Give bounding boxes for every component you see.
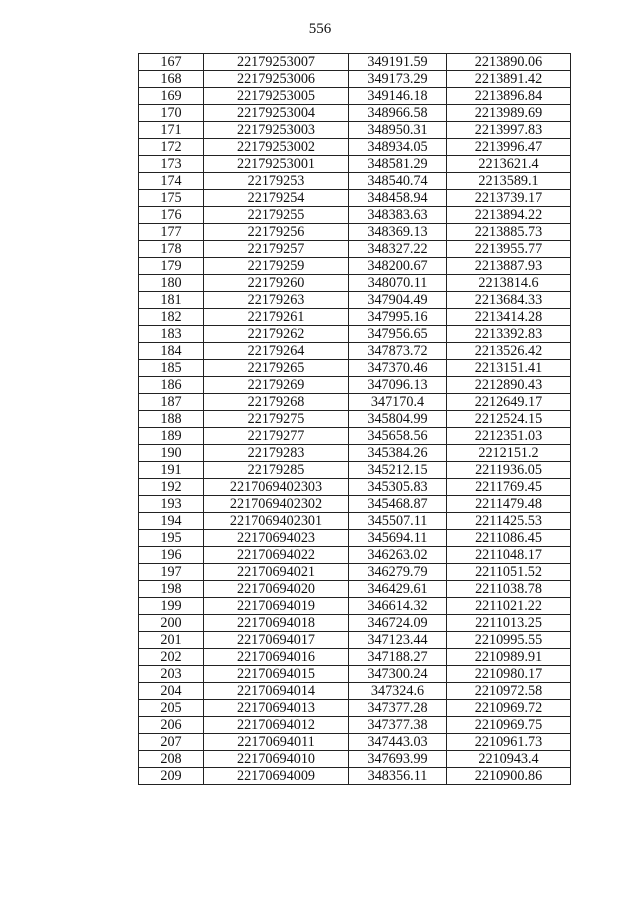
row-number-cell: 167 xyxy=(139,54,204,71)
row-number-cell: 175 xyxy=(139,190,204,207)
table-row xyxy=(139,479,571,496)
y-coordinate-cell: 2212890.43 xyxy=(447,377,571,394)
point-id-cell: 22170694020 xyxy=(204,581,349,598)
x-coordinate-cell: 346263.02 xyxy=(349,547,447,564)
y-coordinate-cell: 2211425.53 xyxy=(447,513,571,530)
point-id-cell: 22179253 xyxy=(204,173,349,190)
y-coordinate-cell: 2213997.83 xyxy=(447,122,571,139)
table-row xyxy=(139,649,571,666)
x-coordinate-cell: 347370.46 xyxy=(349,360,447,377)
point-id-cell: 22179253003 xyxy=(204,122,349,139)
table-row xyxy=(139,564,571,581)
y-coordinate-cell: 2211021.22 xyxy=(447,598,571,615)
x-coordinate-cell: 348934.05 xyxy=(349,139,447,156)
table-row xyxy=(139,309,571,326)
row-number-cell: 195 xyxy=(139,530,204,547)
table-row xyxy=(139,717,571,734)
point-id-cell: 22170694023 xyxy=(204,530,349,547)
row-number-cell: 209 xyxy=(139,768,204,785)
x-coordinate-cell: 348458.94 xyxy=(349,190,447,207)
y-coordinate-cell: 2213894.22 xyxy=(447,207,571,224)
point-id-cell: 22170694018 xyxy=(204,615,349,632)
point-id-cell: 22170694010 xyxy=(204,751,349,768)
row-number-cell: 197 xyxy=(139,564,204,581)
point-id-cell: 22170694015 xyxy=(204,666,349,683)
y-coordinate-cell: 2213814.6 xyxy=(447,275,571,292)
table-row xyxy=(139,411,571,428)
table-row xyxy=(139,207,571,224)
row-number-cell: 204 xyxy=(139,683,204,700)
table-row xyxy=(139,683,571,700)
row-number-cell: 177 xyxy=(139,224,204,241)
table-row xyxy=(139,496,571,513)
point-id-cell: 22170694017 xyxy=(204,632,349,649)
table-row xyxy=(139,173,571,190)
row-number-cell: 182 xyxy=(139,309,204,326)
row-number-cell: 206 xyxy=(139,717,204,734)
x-coordinate-cell: 347170.4 xyxy=(349,394,447,411)
y-coordinate-cell: 2211086.45 xyxy=(447,530,571,547)
x-coordinate-cell: 347324.6 xyxy=(349,683,447,700)
row-number-cell: 208 xyxy=(139,751,204,768)
point-id-cell: 22170694021 xyxy=(204,564,349,581)
point-id-cell: 22179261 xyxy=(204,309,349,326)
table-row xyxy=(139,292,571,309)
point-id-cell: 22170694016 xyxy=(204,649,349,666)
row-number-cell: 168 xyxy=(139,71,204,88)
point-id-cell: 22179253006 xyxy=(204,71,349,88)
table-row xyxy=(139,666,571,683)
x-coordinate-cell: 348327.22 xyxy=(349,241,447,258)
point-id-cell: 22179253001 xyxy=(204,156,349,173)
x-coordinate-cell: 346724.09 xyxy=(349,615,447,632)
table-row xyxy=(139,343,571,360)
row-number-cell: 171 xyxy=(139,122,204,139)
y-coordinate-cell: 2211038.78 xyxy=(447,581,571,598)
row-number-cell: 200 xyxy=(139,615,204,632)
x-coordinate-cell: 348383.63 xyxy=(349,207,447,224)
point-id-cell: 22179253005 xyxy=(204,88,349,105)
point-id-cell: 22170694013 xyxy=(204,700,349,717)
point-id-cell: 22179260 xyxy=(204,275,349,292)
row-number-cell: 202 xyxy=(139,649,204,666)
row-number-cell: 170 xyxy=(139,105,204,122)
table-row xyxy=(139,445,571,462)
y-coordinate-cell: 2211048.17 xyxy=(447,547,571,564)
row-number-cell: 190 xyxy=(139,445,204,462)
x-coordinate-cell: 348200.67 xyxy=(349,258,447,275)
row-number-cell: 186 xyxy=(139,377,204,394)
table-row xyxy=(139,71,571,88)
x-coordinate-cell: 347443.03 xyxy=(349,734,447,751)
y-coordinate-cell: 2213989.69 xyxy=(447,105,571,122)
table-row xyxy=(139,632,571,649)
x-coordinate-cell: 347123.44 xyxy=(349,632,447,649)
y-coordinate-cell: 2212351.03 xyxy=(447,428,571,445)
point-id-cell: 22179285 xyxy=(204,462,349,479)
y-coordinate-cell: 2210943.4 xyxy=(447,751,571,768)
x-coordinate-cell: 348966.58 xyxy=(349,105,447,122)
table-row xyxy=(139,394,571,411)
y-coordinate-cell: 2213896.84 xyxy=(447,88,571,105)
point-id-cell: 22179275 xyxy=(204,411,349,428)
point-id-cell: 22179283 xyxy=(204,445,349,462)
coordinates-table xyxy=(138,53,571,785)
row-number-cell: 183 xyxy=(139,326,204,343)
x-coordinate-cell: 345507.11 xyxy=(349,513,447,530)
y-coordinate-cell: 2210961.73 xyxy=(447,734,571,751)
table-row xyxy=(139,224,571,241)
table-row xyxy=(139,241,571,258)
table-row xyxy=(139,581,571,598)
row-number-cell: 191 xyxy=(139,462,204,479)
point-id-cell: 22179256 xyxy=(204,224,349,241)
table-row xyxy=(139,513,571,530)
table-row xyxy=(139,462,571,479)
point-id-cell: 22179259 xyxy=(204,258,349,275)
x-coordinate-cell: 347904.49 xyxy=(349,292,447,309)
row-number-cell: 189 xyxy=(139,428,204,445)
y-coordinate-cell: 2213414.28 xyxy=(447,309,571,326)
row-number-cell: 207 xyxy=(139,734,204,751)
point-id-cell: 22179264 xyxy=(204,343,349,360)
table-row xyxy=(139,428,571,445)
point-id-cell: 22179253007 xyxy=(204,54,349,71)
x-coordinate-cell: 346614.32 xyxy=(349,598,447,615)
y-coordinate-cell: 2213526.42 xyxy=(447,343,571,360)
y-coordinate-cell: 2212649.17 xyxy=(447,394,571,411)
row-number-cell: 188 xyxy=(139,411,204,428)
y-coordinate-cell: 2211051.52 xyxy=(447,564,571,581)
point-id-cell: 22179268 xyxy=(204,394,349,411)
row-number-cell: 176 xyxy=(139,207,204,224)
point-id-cell: 22170694019 xyxy=(204,598,349,615)
y-coordinate-cell: 2213891.42 xyxy=(447,71,571,88)
x-coordinate-cell: 347188.27 xyxy=(349,649,447,666)
point-id-cell: 22170694009 xyxy=(204,768,349,785)
x-coordinate-cell: 347873.72 xyxy=(349,343,447,360)
x-coordinate-cell: 348540.74 xyxy=(349,173,447,190)
y-coordinate-cell: 2210995.55 xyxy=(447,632,571,649)
x-coordinate-cell: 347956.65 xyxy=(349,326,447,343)
y-coordinate-cell: 2213887.93 xyxy=(447,258,571,275)
x-coordinate-cell: 349146.18 xyxy=(349,88,447,105)
table-row xyxy=(139,615,571,632)
table-row xyxy=(139,377,571,394)
y-coordinate-cell: 2210969.72 xyxy=(447,700,571,717)
x-coordinate-cell: 347377.28 xyxy=(349,700,447,717)
row-number-cell: 203 xyxy=(139,666,204,683)
y-coordinate-cell: 2210980.17 xyxy=(447,666,571,683)
y-coordinate-cell: 2210972.58 xyxy=(447,683,571,700)
row-number-cell: 169 xyxy=(139,88,204,105)
y-coordinate-cell: 2211479.48 xyxy=(447,496,571,513)
table-body xyxy=(139,54,571,785)
point-id-cell: 2217069402303 xyxy=(204,479,349,496)
y-coordinate-cell: 2210989.91 xyxy=(447,649,571,666)
y-coordinate-cell: 2213885.73 xyxy=(447,224,571,241)
table-row xyxy=(139,275,571,292)
table-row xyxy=(139,190,571,207)
row-number-cell: 196 xyxy=(139,547,204,564)
point-id-cell: 22179253002 xyxy=(204,139,349,156)
table-row xyxy=(139,54,571,71)
table-row xyxy=(139,547,571,564)
x-coordinate-cell: 349173.29 xyxy=(349,71,447,88)
x-coordinate-cell: 347995.16 xyxy=(349,309,447,326)
x-coordinate-cell: 345468.87 xyxy=(349,496,447,513)
table-row xyxy=(139,700,571,717)
y-coordinate-cell: 2213996.47 xyxy=(447,139,571,156)
table-row xyxy=(139,122,571,139)
point-id-cell: 22170694012 xyxy=(204,717,349,734)
row-number-cell: 180 xyxy=(139,275,204,292)
point-id-cell: 22179253004 xyxy=(204,105,349,122)
row-number-cell: 199 xyxy=(139,598,204,615)
row-number-cell: 184 xyxy=(139,343,204,360)
row-number-cell: 174 xyxy=(139,173,204,190)
point-id-cell: 22179263 xyxy=(204,292,349,309)
row-number-cell: 185 xyxy=(139,360,204,377)
y-coordinate-cell: 2211936.05 xyxy=(447,462,571,479)
x-coordinate-cell: 345305.83 xyxy=(349,479,447,496)
point-id-cell: 22170694011 xyxy=(204,734,349,751)
x-coordinate-cell: 346279.79 xyxy=(349,564,447,581)
x-coordinate-cell: 347377.38 xyxy=(349,717,447,734)
point-id-cell: 2217069402301 xyxy=(204,513,349,530)
y-coordinate-cell: 2213621.4 xyxy=(447,156,571,173)
row-number-cell: 181 xyxy=(139,292,204,309)
x-coordinate-cell: 348369.13 xyxy=(349,224,447,241)
table-row xyxy=(139,734,571,751)
table-row xyxy=(139,258,571,275)
point-id-cell: 22179262 xyxy=(204,326,349,343)
row-number-cell: 187 xyxy=(139,394,204,411)
x-coordinate-cell: 347300.24 xyxy=(349,666,447,683)
row-number-cell: 198 xyxy=(139,581,204,598)
row-number-cell: 201 xyxy=(139,632,204,649)
x-coordinate-cell: 346429.61 xyxy=(349,581,447,598)
table-row xyxy=(139,530,571,547)
point-id-cell: 2217069402302 xyxy=(204,496,349,513)
point-id-cell: 22179265 xyxy=(204,360,349,377)
x-coordinate-cell: 348070.11 xyxy=(349,275,447,292)
y-coordinate-cell: 2213589.1 xyxy=(447,173,571,190)
table-row xyxy=(139,598,571,615)
x-coordinate-cell: 349191.59 xyxy=(349,54,447,71)
x-coordinate-cell: 345694.11 xyxy=(349,530,447,547)
page-number: 556 xyxy=(308,21,332,37)
row-number-cell: 178 xyxy=(139,241,204,258)
x-coordinate-cell: 347693.99 xyxy=(349,751,447,768)
point-id-cell: 22179257 xyxy=(204,241,349,258)
row-number-cell: 194 xyxy=(139,513,204,530)
table-row xyxy=(139,139,571,156)
y-coordinate-cell: 2211013.25 xyxy=(447,615,571,632)
point-id-cell: 22179254 xyxy=(204,190,349,207)
y-coordinate-cell: 2213392.83 xyxy=(447,326,571,343)
table-row xyxy=(139,105,571,122)
y-coordinate-cell: 2213151.41 xyxy=(447,360,571,377)
row-number-cell: 173 xyxy=(139,156,204,173)
table-row xyxy=(139,156,571,173)
table-row xyxy=(139,88,571,105)
point-id-cell: 22170694022 xyxy=(204,547,349,564)
y-coordinate-cell: 2210900.86 xyxy=(447,768,571,785)
y-coordinate-cell: 2210969.75 xyxy=(447,717,571,734)
row-number-cell: 172 xyxy=(139,139,204,156)
y-coordinate-cell: 2212524.15 xyxy=(447,411,571,428)
x-coordinate-cell: 345212.15 xyxy=(349,462,447,479)
row-number-cell: 179 xyxy=(139,258,204,275)
y-coordinate-cell: 2213955.77 xyxy=(447,241,571,258)
x-coordinate-cell: 348950.31 xyxy=(349,122,447,139)
y-coordinate-cell: 2213739.17 xyxy=(447,190,571,207)
x-coordinate-cell: 347096.13 xyxy=(349,377,447,394)
x-coordinate-cell: 348356.11 xyxy=(349,768,447,785)
y-coordinate-cell: 2212151.2 xyxy=(447,445,571,462)
table-row xyxy=(139,751,571,768)
table-row xyxy=(139,768,571,785)
x-coordinate-cell: 345804.99 xyxy=(349,411,447,428)
point-id-cell: 22170694014 xyxy=(204,683,349,700)
x-coordinate-cell: 345658.56 xyxy=(349,428,447,445)
row-number-cell: 193 xyxy=(139,496,204,513)
table-row xyxy=(139,360,571,377)
x-coordinate-cell: 348581.29 xyxy=(349,156,447,173)
table-row xyxy=(139,326,571,343)
y-coordinate-cell: 2213684.33 xyxy=(447,292,571,309)
y-coordinate-cell: 2213890.06 xyxy=(447,54,571,71)
row-number-cell: 192 xyxy=(139,479,204,496)
x-coordinate-cell: 345384.26 xyxy=(349,445,447,462)
point-id-cell: 22179255 xyxy=(204,207,349,224)
point-id-cell: 22179269 xyxy=(204,377,349,394)
point-id-cell: 22179277 xyxy=(204,428,349,445)
row-number-cell: 205 xyxy=(139,700,204,717)
y-coordinate-cell: 2211769.45 xyxy=(447,479,571,496)
